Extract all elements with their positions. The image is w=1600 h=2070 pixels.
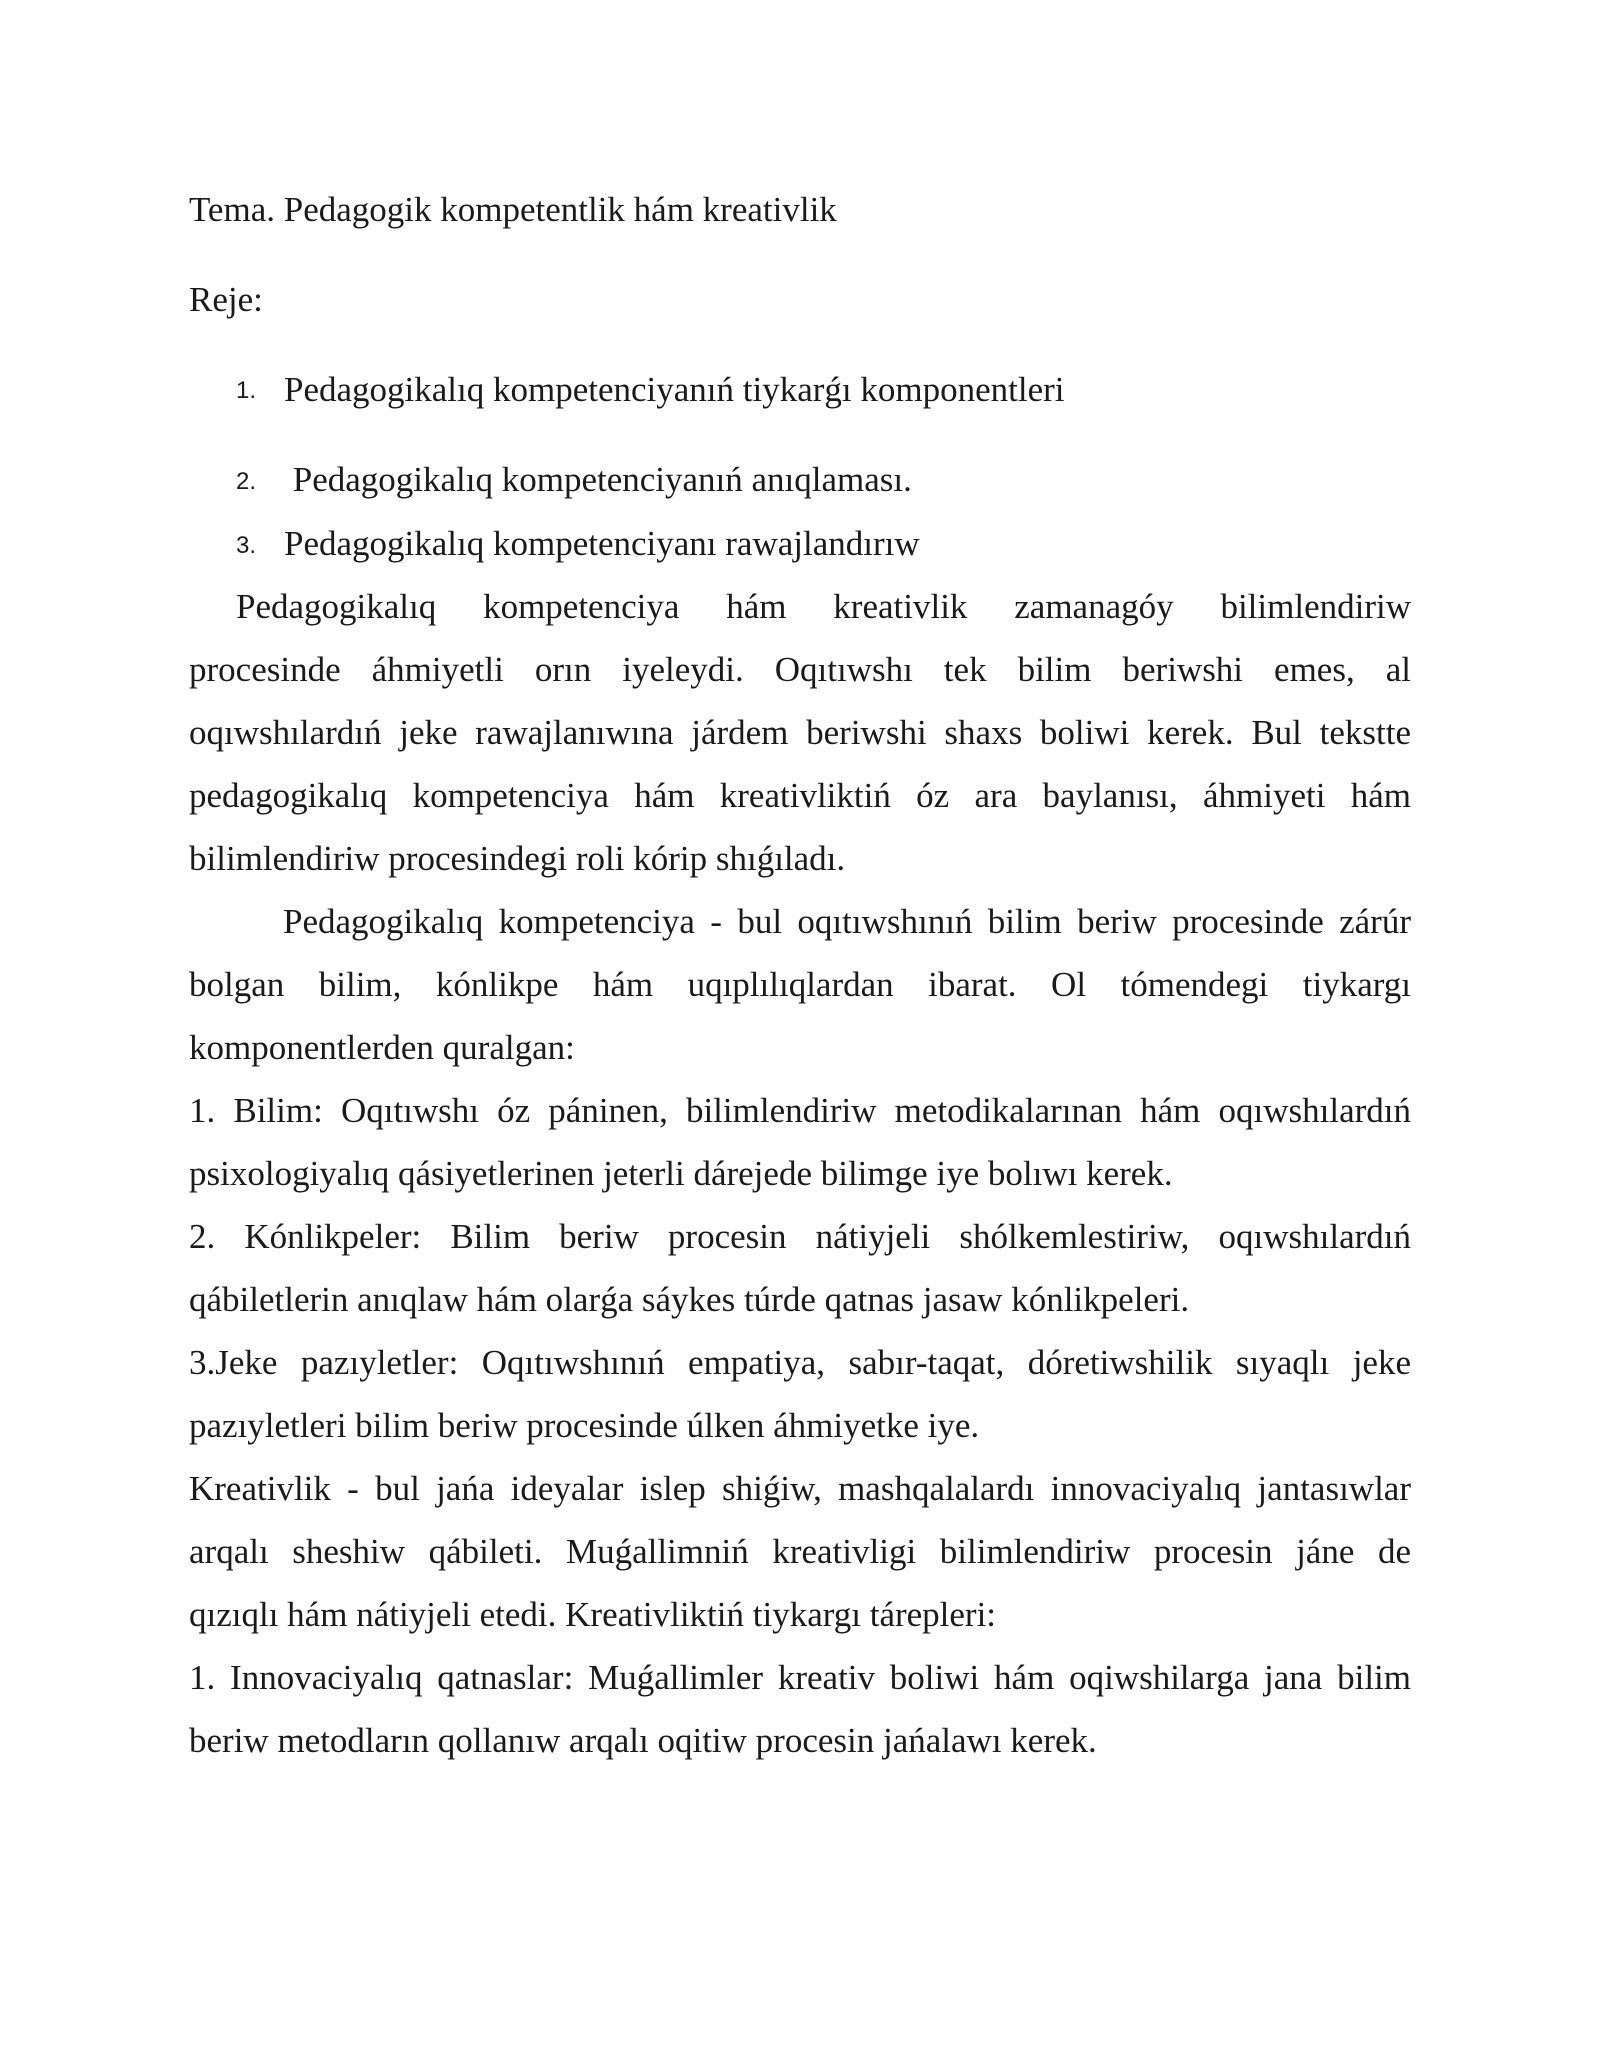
paragraph-line: 3.Jeke pazıyletler: Oqıtıwshınıń empatiya, sabır-taqat, dóretiwshilik sıyaqlı jeke xyxy=(189,1343,1411,1382)
plan-item-number: 1. xyxy=(236,377,257,404)
paragraph-line: bolgan bilim, kónlikpe hám uqıplılıqlardan ibarat. Ol tómendegi tiykargı xyxy=(189,965,1411,1004)
document-title: Tema. Pedagogik kompetentlik hám kreativlik xyxy=(189,190,837,229)
paragraph-line: psixologiyalıq qásiyetlerinen jeterli dárejede bilimge iye bolıwı kerek. xyxy=(189,1154,1173,1193)
plan-label: Reje: xyxy=(189,280,263,319)
plan-item-number: 2. xyxy=(236,468,257,495)
paragraph-line: arqalı sheshiw qábileti. Muǵallimniń kreativligi bilimlendiriw procesin jáne de xyxy=(189,1532,1411,1571)
paragraph-line: Kreativlik - bul jańa ideyalar islep shiǵiw, mashqalalardı innovaciyalıq jantasıwlar xyxy=(189,1469,1411,1508)
paragraph-line: pazıyletleri bilim beriw procesinde úlken áhmiyetke iye. xyxy=(189,1406,980,1445)
paragraph-line: qızıqlı hám nátiyjeli etedi. Kreativliktiń tiykargı tárepleri: xyxy=(189,1595,997,1634)
paragraph-line: 2. Kónlikpeler: Bilim beriw procesin nátiyjeli shólkemlestiriw, oqıwshılardıń xyxy=(189,1217,1411,1256)
plan-item-text: Pedagogikalıq kompetenciyanı rawajlandırıw xyxy=(284,524,920,563)
paragraph-line: Pedagogikalıq kompetenciya hám kreativlik zamanagóy bilimlendiriw xyxy=(236,587,1411,626)
paragraph-line: bilimlendiriw procesindegi roli kórip shıǵıladı. xyxy=(189,839,846,878)
plan-item-number: 3. xyxy=(236,532,257,559)
paragraph-line: Pedagogikalıq kompetenciya - bul oqıtıwshınıń bilim beriw procesinde zárúr xyxy=(283,902,1411,941)
paragraph-line: oqıwshılardıń jeke rawajlanıwına járdem beriwshi shaxs boliwi kerek. Bul tekstte xyxy=(189,713,1411,752)
plan-item-text: Pedagogikalıq kompetenciyanıń anıqlaması. xyxy=(284,460,912,499)
paragraph-line: qábiletlerin anıqlaw hám olarǵa sáykes túrde qatnas jasaw kónlikpeleri. xyxy=(189,1280,1190,1319)
paragraph-line: komponentlerden quralgan: xyxy=(189,1028,575,1067)
paragraph-line: beriw metodların qollanıw arqalı oqitiw procesin jańalawı kerek. xyxy=(189,1721,1097,1760)
plan-item-text: Pedagogikalıq kompetenciyanıń tiykarǵı komponentleri xyxy=(284,370,1065,409)
paragraph-line: procesinde áhmiyetli orın iyeleydi. Oqıtıwshı tek bilim beriwshi emes, al xyxy=(189,650,1411,689)
paragraph-line: 1. Innovaciyalıq qatnaslar: Muǵallimler kreativ boliwi hám oqiwshilarga jana bilim xyxy=(189,1658,1411,1697)
paragraph-line: 1. Bilim: Oqıtıwshı óz páninen, bilimlendiriw metodikalarınan hám oqıwshılardıń xyxy=(189,1091,1411,1130)
paragraph-line: pedagogikalıq kompetenciya hám kreativliktiń óz ara baylanısı, áhmiyeti hám xyxy=(189,776,1411,815)
